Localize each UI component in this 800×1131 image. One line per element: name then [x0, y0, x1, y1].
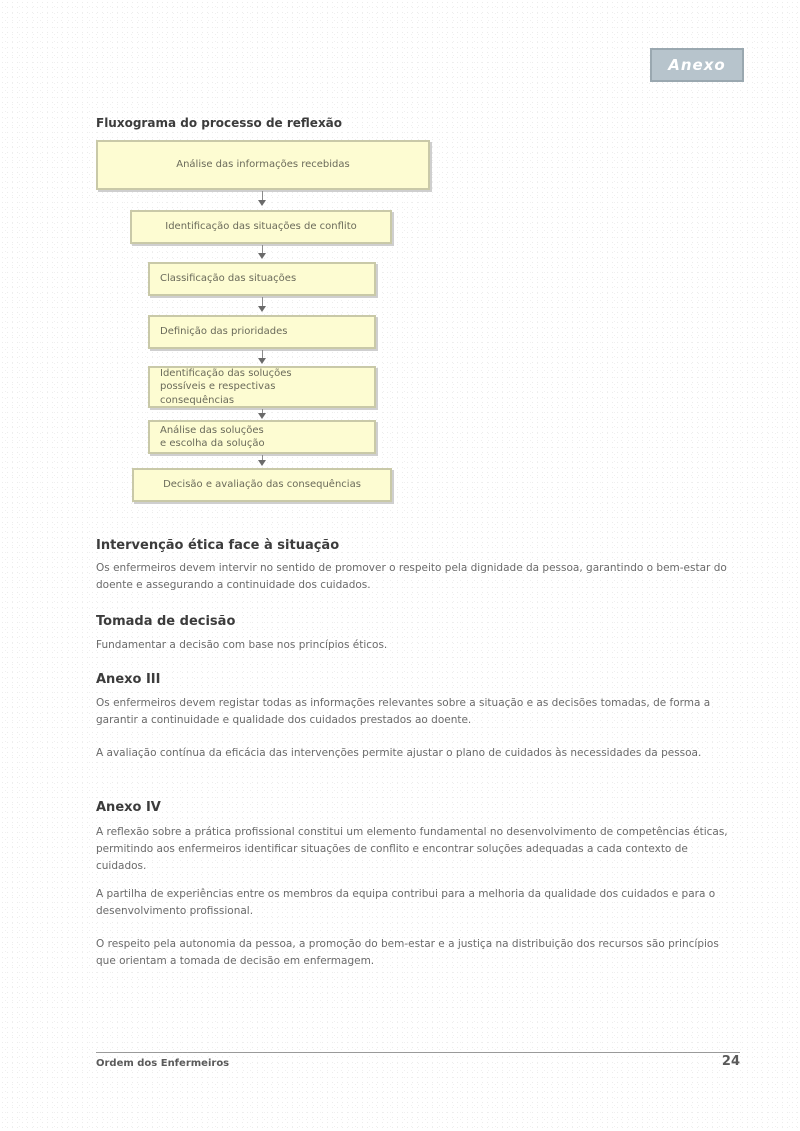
- flow-step-7: [132, 468, 392, 502]
- flow-step-3: [148, 262, 376, 296]
- flow-step-label: Decisão e avaliação das consequências: [163, 479, 361, 491]
- flow-step-label: Análise das soluções e escolha da solução: [160, 424, 265, 449]
- section-paragraph: O respeito pela autonomia da pessoa, a promoção do bem-estar e a justiça na distribuição dos recursos são princípios que orientam a tomada de decisão em enfermagem.: [96, 938, 719, 967]
- flow-step-label: Identificação das situações de conflito: [165, 221, 357, 233]
- arrow-down-icon: [258, 460, 266, 466]
- flow-step-label: Classificação das situações: [160, 273, 297, 285]
- flow-step-label: Definição das prioridades: [160, 326, 288, 338]
- flow-step-2: [130, 210, 392, 244]
- flow-step-5: [148, 366, 376, 408]
- flow-step-1: [96, 140, 430, 190]
- flow-step-4: [148, 315, 376, 349]
- section-paragraph: Os enfermeiros devem intervir no sentido de promover o respeito pela dignidade da pessoa, garantindo o bem-estar do doente e assegurando a continuidade dos cuidados.: [96, 562, 727, 591]
- section-paragraph: Fundamentar a decisão com base nos princípios éticos.: [96, 639, 388, 651]
- footer-organization: Ordem dos Enfermeiros: [96, 1058, 230, 1069]
- arrow-down-icon: [258, 413, 266, 419]
- arrow-down-icon: [258, 358, 266, 364]
- flow-step-6: [148, 420, 376, 454]
- section-heading: Intervenção ética face à situação: [96, 538, 340, 553]
- section-badge: Anexo: [650, 48, 744, 82]
- flow-step-label: Identificação das soluções possíveis e respectivas consequências: [160, 367, 292, 406]
- page-number: 24: [721, 1054, 740, 1069]
- section-paragraph: Os enfermeiros devem registar todas as informações relevantes sobre a situação e as decisões tomadas, de forma a garantir a continuidade e qualidade dos cuidados prestados ao doente.: [96, 697, 711, 726]
- flow-step-label: Análise das informações recebidas: [176, 159, 350, 171]
- arrow-down-icon: [258, 253, 266, 259]
- section-heading: Tomada de decisão: [96, 614, 236, 629]
- section-paragraph: A avaliação contínua da eficácia das intervenções permite ajustar o plano de cuidados às necessidades da pessoa.: [96, 747, 702, 759]
- footer-divider: [96, 1052, 740, 1053]
- arrow-down-icon: [258, 306, 266, 312]
- section-paragraph: A reflexão sobre a prática profissional constitui um elemento fundamental no desenvolvimento de competências éticas, permitindo aos enfermeiros identificar situações de conflito e encontrar soluções adequadas a cada contexto de cuidados.: [96, 826, 728, 872]
- section-heading: Anexo III: [96, 672, 161, 687]
- figure-title: Fluxograma do processo de reflexão: [96, 116, 343, 130]
- section-paragraph: A partilha de experiências entre os membros da equipa contribui para a melhoria da qualidade dos cuidados e para o desenvolvimento profissional.: [96, 888, 716, 917]
- section-heading: Anexo IV: [96, 800, 161, 815]
- arrow-down-icon: [258, 200, 266, 206]
